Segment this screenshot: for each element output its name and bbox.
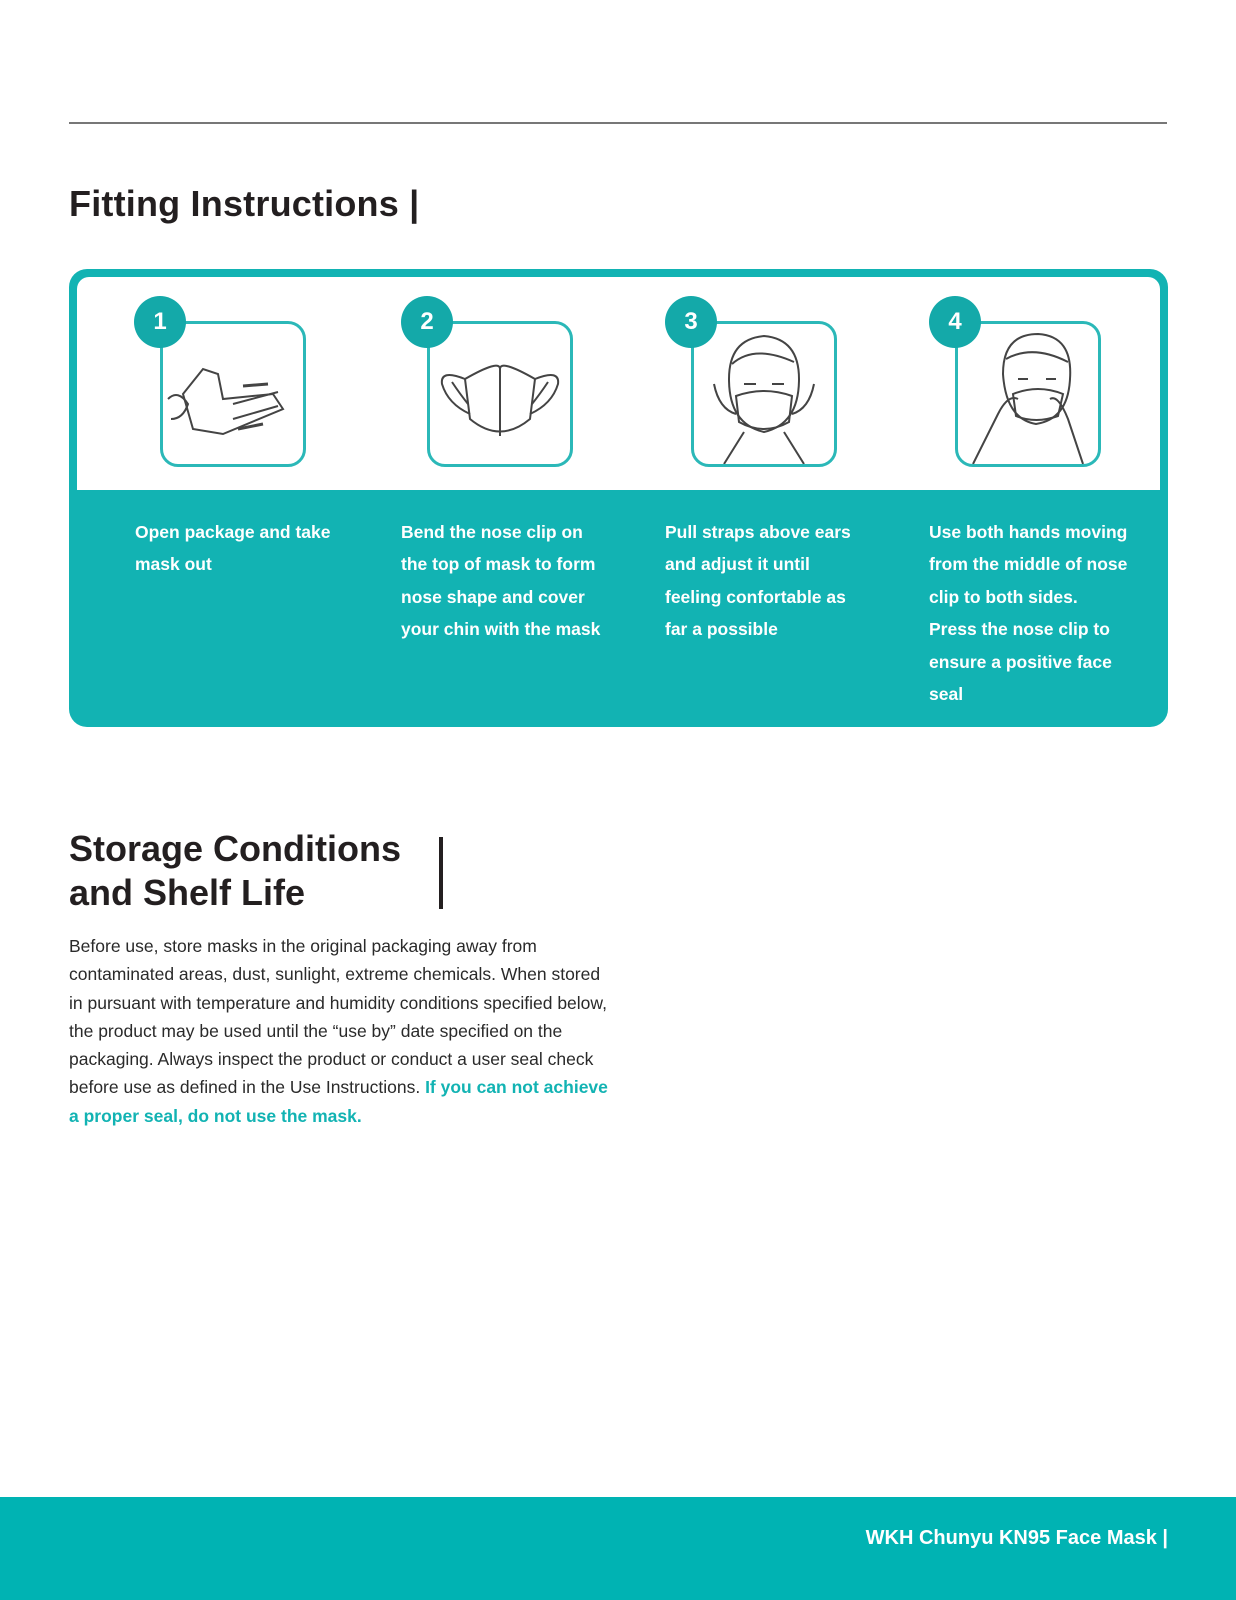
step-1-illustration	[126, 296, 306, 476]
storage-warning: If you can not achieve a proper seal, do not use the mask.	[69, 1077, 608, 1126]
top-divider	[69, 122, 1167, 124]
storage-title: Storage Conditions and Shelf Life	[69, 828, 401, 913]
hands-seal-icon	[958, 324, 1098, 464]
step-number-badge: 4	[929, 296, 981, 348]
footer-bar	[0, 1497, 1236, 1600]
storage-paragraph	[69, 932, 609, 1130]
step-3-illustration	[657, 296, 837, 476]
step-2-illustration	[393, 296, 573, 476]
step-2-text: Bend the nose clip on the top of mask to form nose shape and cover your chin with the mask	[401, 522, 601, 640]
step-number-badge: 3	[665, 296, 717, 348]
mask-icon	[430, 324, 570, 464]
step-number-badge: 1	[134, 296, 186, 348]
storage-body: Before use, store masks in the original packaging away from contaminated areas, dust, sunlight, extreme chemicals. When stored in pursuant with temperature and humidity conditions specified below, the product may be used until the “use by” date specified on the packaging. Always inspect the product or conduct a user seal check before use as defined in the Use Instructions.	[69, 936, 607, 1098]
open-package-icon	[163, 324, 303, 464]
step-number-badge: 2	[401, 296, 453, 348]
step-4-text: Use both hands moving from the middle of nose clip to both sides. Press the nose clip to ensure a positive face seal	[929, 522, 1128, 705]
footer-title: WKH Chunyu KN95 Face Mask |	[865, 1527, 1168, 1549]
fitting-title: Fitting Instructions |	[69, 183, 420, 224]
step-4-illustration	[921, 296, 1101, 476]
step-1-text: Open package and take mask out	[135, 522, 331, 575]
step-3-text: Pull straps above ears and adjust it until feeling confortable as far a possible	[665, 522, 851, 640]
face-straps-icon	[694, 324, 834, 464]
title-bar-divider	[439, 837, 443, 909]
